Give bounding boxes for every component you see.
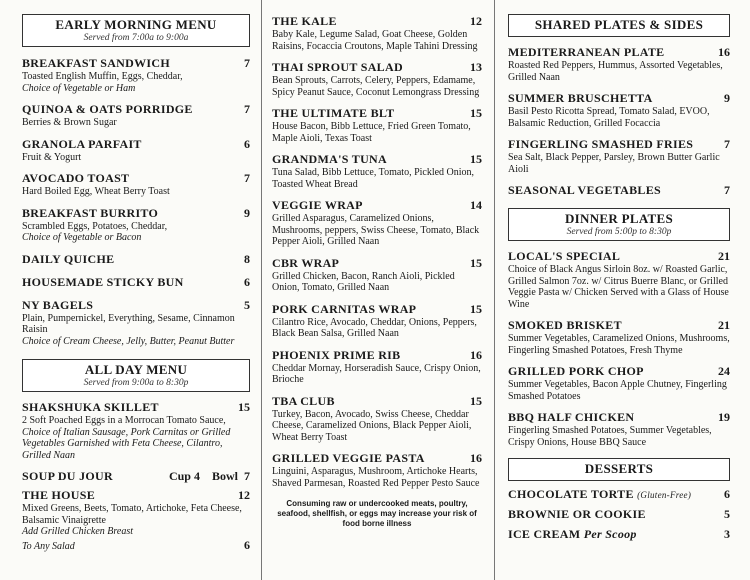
section-title: DINNER PLATES	[564, 211, 674, 226]
item-name: BBQ HALF CHICKEN	[508, 410, 635, 424]
section-title: ALL DAY MENU	[84, 362, 188, 377]
item-name: THAI SPROUT SALAD	[272, 60, 403, 74]
item-desc: Berries & Brown Sugar	[22, 117, 117, 128]
item-desc: Toasted English Muffin, Eggs, Cheddar,	[22, 71, 183, 82]
item-note: Choice of Italian Sausage, Pork Carnitas or Grilled Vegetables Garnished with Feta Cheese, Cilantro, Grilled Naan	[22, 426, 231, 461]
item-name: HOUSEMADE STICKY BUN	[22, 274, 184, 289]
menu-item	[508, 249, 730, 310]
all-day-menu-header	[22, 359, 250, 392]
item-name: GRANOLA PARFAIT	[22, 136, 142, 151]
item-desc: Tuna Salad, Bibb Lettuce, Tomato, Pickled Onion, Toasted Wheat Bread	[272, 167, 475, 190]
item-price: 6	[244, 136, 250, 151]
item-name: BREAKFAST BURRITO	[22, 205, 159, 220]
menu-item	[272, 256, 482, 294]
item-name: SHAKSHUKA SKILLET	[22, 400, 159, 414]
item-name: FINGERLING SMASHED FRIES	[508, 137, 694, 151]
item-price: 21	[718, 318, 730, 332]
section-title: EARLY MORNING MENU	[55, 17, 217, 32]
item-name: GRILLED PORK CHOP	[508, 364, 644, 378]
menu-item	[272, 348, 482, 386]
item-price: 12	[470, 14, 482, 28]
item-desc: Plain, Pumpernickel, Everything, Sesame, Cinnamon Raisin	[22, 312, 235, 335]
dessert-name: CHOCOLATE TORTE	[508, 487, 634, 501]
dessert-tag: (Gluten-Free)	[637, 490, 692, 500]
item-price: 16	[470, 347, 482, 362]
item-name: TBA CLUB	[272, 393, 335, 408]
item-name: VEGGIE WRAP	[272, 198, 363, 212]
menu-item	[508, 45, 730, 83]
item-price: 19	[718, 410, 730, 424]
item-price: 24	[718, 364, 730, 378]
item-note: Add Grilled Chicken Breast	[22, 526, 133, 537]
item-name: GRILLED VEGGIE PASTA	[272, 451, 425, 465]
item-name: BROWNIE OR COOKIE	[508, 507, 646, 521]
menu-item	[508, 183, 730, 198]
modifier-price: 6	[244, 537, 250, 552]
menu-item	[22, 469, 250, 484]
item-price: 15	[470, 255, 482, 270]
item-note: Choice of Vegetable or Bacon	[22, 232, 142, 243]
column-middle	[272, 0, 482, 529]
menu-item	[272, 60, 482, 98]
item-price: 9	[724, 91, 730, 105]
item-price: 15	[470, 301, 482, 316]
item-price: 7	[724, 183, 730, 197]
item-desc: 2 Soft Poached Eggs in a Morrocan Tomato Sauce,	[22, 415, 226, 426]
item-name: AVOCADO TOAST	[22, 171, 130, 185]
menu-item	[22, 102, 250, 129]
item-desc: Summer Vegetables, Caramelized Onions, Mushrooms, Fingerling Smashed Potatoes, Fresh Thyme	[508, 333, 730, 356]
item-price: 15	[470, 393, 482, 408]
item-desc: Cilantro Rice, Avocado, Cheddar, Onions, Peppers, Black Bean Salsa, Grilled Naan	[272, 316, 477, 339]
item-name: SEASONAL VEGETABLES	[508, 183, 661, 197]
item-note: To Any Salad	[22, 540, 75, 552]
item-name: SUMMER BRUSCHETTA	[508, 91, 653, 105]
item-price: 13	[470, 60, 482, 74]
column-right	[508, 0, 730, 542]
item-desc: Mixed Greens, Beets, Tomato, Artichoke, Feta Cheese, Balsamic Vinaigrette	[22, 503, 242, 526]
item-name: LOCAL'S SPECIAL	[508, 249, 621, 263]
item-desc: Turkey, Bacon, Avocado, Swiss Cheese, Cheddar Cheese, Caramelized Onions, Black Pepper Aioli, Wheat Berry Toast	[272, 408, 472, 443]
item-name: THE HOUSE	[22, 488, 96, 502]
desserts-header	[508, 458, 730, 481]
item-name: THE KALE	[272, 14, 337, 28]
menu-item	[508, 527, 730, 542]
item-name: MEDITERRANEAN PLATE	[508, 45, 665, 59]
item-desc: Sea Salt, Black Pepper, Parsley, Brown Butter Garlic Aioli	[508, 152, 720, 175]
item-name: DAILY QUICHE	[22, 251, 115, 266]
menu-item	[508, 487, 730, 502]
item-name	[508, 487, 691, 502]
column-divider	[494, 0, 495, 580]
menu-item	[272, 451, 482, 489]
item-price: 15	[470, 106, 482, 120]
item-desc: Baby Kale, Legume Salad, Goat Cheese, Golden Raisins, Focaccia Croutons, Maple Tahini Dressing	[272, 29, 478, 52]
menu-item	[272, 302, 482, 340]
soup-prices	[169, 469, 250, 484]
cup-price: 4	[193, 469, 200, 483]
item-price: 7	[244, 56, 250, 70]
menu-item	[22, 488, 250, 553]
item-name: PHOENIX PRIME RIB	[272, 347, 401, 362]
menu-item	[508, 137, 730, 175]
item-desc: Fruit & Yogurt	[22, 151, 82, 163]
column-divider	[261, 0, 262, 580]
item-price: 9	[244, 205, 250, 220]
bowl-price: 7	[244, 469, 250, 483]
shared-plates-header	[508, 14, 730, 37]
item-desc: Basil Pesto Ricotta Spread, Tomato Salad, EVOO, Balsamic Reduction, Grilled Focaccia	[508, 106, 710, 129]
item-desc: Summer Vegetables, Bacon Apple Chutney, Fingerling Smashed Potatoes	[508, 379, 727, 402]
item-price: 12	[238, 488, 250, 502]
section-title: DESSERTS	[584, 461, 654, 476]
column-left	[22, 0, 250, 553]
item-price: 7	[244, 171, 250, 185]
item-price: 21	[718, 249, 730, 263]
bowl-label: Bowl	[211, 469, 238, 483]
item-name: THE ULTIMATE BLT	[272, 106, 395, 120]
item-note: Choice of Vegetable or Ham	[22, 82, 136, 94]
item-price: 8	[244, 251, 250, 266]
menu-item	[22, 298, 250, 348]
item-desc: Grilled Asparagus, Caramelized Onions, Mushrooms, peppers, Swiss Cheese, Tomato, Black Pepper Aioli, Grilled Naan	[272, 213, 480, 247]
item-desc: Hard Boiled Egg, Wheat Berry Toast	[22, 186, 170, 197]
menu-item	[508, 507, 730, 522]
menu-item	[22, 206, 250, 244]
item-name: SMOKED BRISKET	[508, 318, 622, 332]
item-name: CBR WRAP	[272, 255, 340, 270]
item-desc: Linguini, Asparagus, Mushroom, Artichoke Hearts, Shaved Parmesan, Roasted Red Pepper Pesto Sauce	[272, 466, 480, 489]
dinner-plates-header	[508, 208, 730, 241]
item-price: 15	[238, 400, 250, 414]
menu-item	[508, 91, 730, 129]
item-price: 5	[724, 507, 730, 521]
menu-item	[22, 137, 250, 164]
item-price: 7	[724, 137, 730, 151]
item-price: 7	[244, 102, 250, 116]
item-desc: Roasted Red Peppers, Hummus, Assorted Vegetables, Grilled Naan	[508, 60, 723, 83]
menu-item	[22, 252, 250, 267]
section-subtitle: Served from 7:00a to 9:00a	[83, 33, 189, 43]
menu-item	[508, 410, 730, 448]
item-price: 15	[470, 152, 482, 166]
item-desc: Bean Sprouts, Carrots, Celery, Peppers, Edamame, Spicy Peanut Sauce, Coconut Lemongrass Dressing	[272, 75, 480, 98]
section-subtitle: Served from 5:00p to 8:30p	[566, 227, 672, 237]
item-name: SOUP DU JOUR	[22, 469, 113, 483]
item-name: PORK CARNITAS WRAP	[272, 301, 417, 316]
item-name	[508, 527, 637, 542]
item-desc: Scrambled Eggs, Potatoes, Cheddar,	[22, 220, 168, 232]
item-price: 6	[724, 487, 730, 501]
item-price: 6	[244, 274, 250, 289]
item-name: QUINOA & OATS PORRIDGE	[22, 102, 193, 116]
menu-item	[508, 318, 730, 356]
cup-label: Cup	[168, 469, 191, 483]
item-price: 3	[724, 527, 730, 541]
dessert-name: ICE CREAM	[508, 527, 581, 541]
menu-item	[22, 56, 250, 94]
section-title: SHARED PLATES & SIDES	[534, 17, 704, 32]
item-price: 16	[718, 45, 730, 59]
item-desc: Choice of Black Angus Sirloin 8oz. w/ Roasted Garlic, Grilled Salmon 7oz. w/ Citrus Buerre Blanc, or Grilled Veggie Pasta w/ Chicken Served with a Glass of House Wine	[508, 264, 729, 310]
item-desc: Cheddar Mornay, Horseradish Sauce, Crispy Onion, Brioche	[272, 362, 481, 385]
menu-item	[508, 364, 730, 402]
item-desc: Fingerling Smashed Potatoes, Summer Vegetables, Crispy Onions, House BBQ Sauce	[508, 425, 712, 448]
menu-item	[272, 394, 482, 444]
item-name: NY BAGELS	[22, 297, 94, 312]
item-price: 14	[470, 198, 482, 212]
menu-item	[22, 275, 250, 290]
item-price: 16	[470, 451, 482, 465]
early-menu-header	[22, 14, 250, 47]
menu-item	[22, 400, 250, 461]
item-name: BREAKFAST SANDWICH	[22, 56, 170, 70]
item-price: 5	[244, 297, 250, 312]
section-subtitle: Served from 9:00a to 8:30p	[83, 378, 189, 388]
menu-item	[272, 106, 482, 144]
menu-item	[272, 14, 482, 52]
item-note: Choice of Cream Cheese, Jelly, Butter, Peanut Butter	[22, 335, 235, 347]
menu-item	[272, 198, 482, 248]
food-safety-warning: Consuming raw or undercooked meats, poultry, seafood, shellfish, or eggs may increase your risk of food borne illness	[277, 499, 477, 528]
menu-item	[272, 152, 482, 190]
menu-item	[22, 171, 250, 198]
item-name: GRANDMA'S TUNA	[272, 152, 387, 166]
dessert-tag: Per Scoop	[583, 527, 637, 541]
item-desc: Grilled Chicken, Bacon, Ranch Aioli, Pickled Onion, Tomato, Grilled Naan	[272, 270, 455, 293]
item-desc: House Bacon, Bibb Lettuce, Fried Green Tomato, Maple Aioli, Texas Toast	[272, 121, 471, 144]
